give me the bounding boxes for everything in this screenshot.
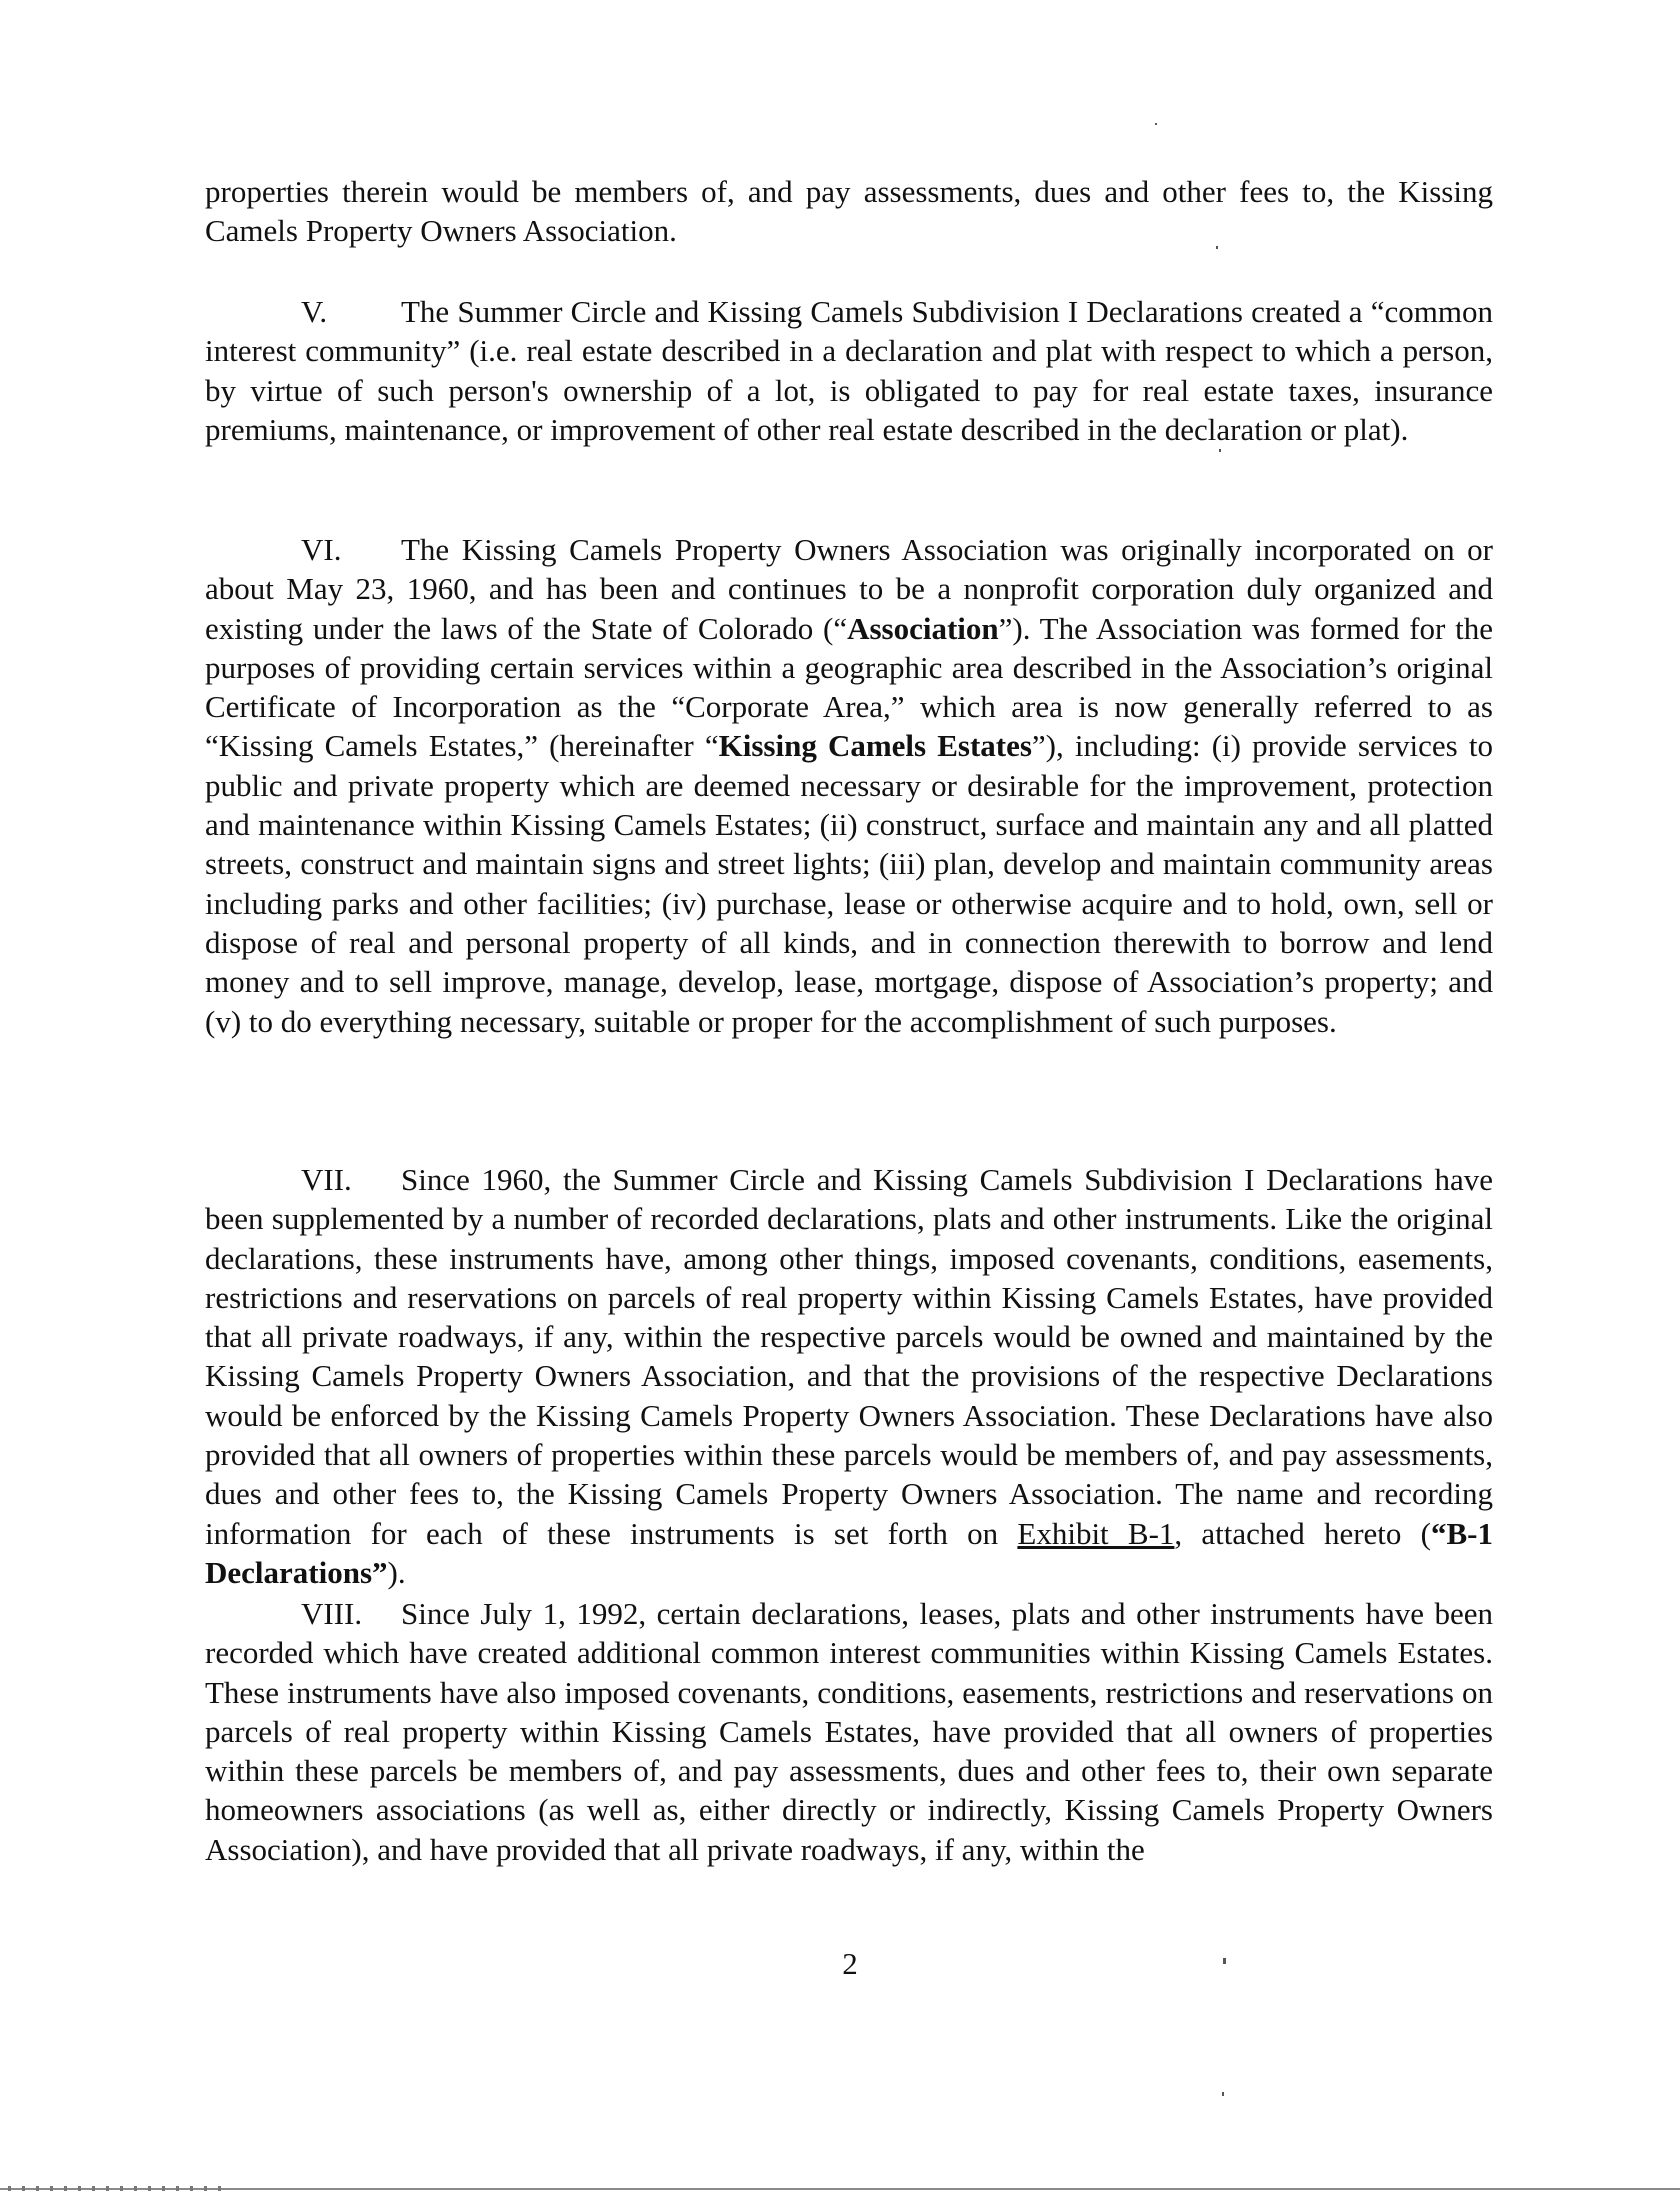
paragraph-text: Since July 1, 1992, certain declarations, leases, plats and other instruments have been recorded which have created additional common interest communities within Kissing Camels Estates. These instruments have also imposed covenants, conditions, easements, restrictions and reservations on parcels of real property within Kissing Camels Estates, have provided that all owners of properties within these parcels be members of, and pay assessments, dues and other fees to, their own separate homeowners associations (as well as, either directly or indirectly, Kissing Camels Property Owners Association), and have provided that all private roadways, if any, within the — [205, 1596, 1493, 1867]
paragraph-v — [205, 292, 1493, 449]
paragraph-vii — [205, 1160, 1493, 1592]
paragraph-numeral: VIII. — [301, 1596, 363, 1631]
defined-term: Association — [847, 610, 999, 646]
paragraph-numeral: V. — [301, 294, 328, 329]
exhibit-reference: Exhibit B-1 — [1017, 1515, 1175, 1551]
paragraph-text: ”), including: (i) provide services to public and private property which are deemed necessary or desirable for the improvement, protection and maintenance within Kissing Camels Estates; (ii) construct, surface and maintain any and all platted streets, construct and maintain signs and street lights; (iii) plan, develop and maintain community areas including parks and other facilities; (iv) purchase, lease or otherwise acquire and to hold, own, sell or dispose of real and personal property of all kinds, and in connection therewith to borrow and lend money and to sell improve, manage, develop, lease, mortgage, dispose of Association’s property; and (v) to do everything necessary, suitable or proper for the accomplishment of such purposes. — [205, 728, 1493, 1039]
page-number: 2 — [842, 1946, 858, 1981]
paragraph-text: ). — [387, 1554, 406, 1590]
paragraph-numeral: VI. — [301, 532, 342, 567]
paragraph-viii — [205, 1594, 1493, 1869]
paragraph-vi — [205, 530, 1493, 1041]
scan-speck — [1223, 1958, 1226, 1964]
paragraph-text: , attached hereto ( — [1174, 1515, 1431, 1551]
paragraph-text: ”). The Association was formed for the purposes of providing certain services within a geographic area described in the Association’s original Certificate of Incorporation as the “Corporate Area,” which area is now generally referred to as “Kissing Camels Estates,” (hereinafter “ — [205, 610, 1493, 764]
scan-speck — [1216, 246, 1218, 249]
scan-speck — [1219, 449, 1221, 452]
paragraph-text: The Summer Circle and Kissing Camels Subdivision I Declarations created a “common interest community” (i.e. real estate described in a declaration and plat with respect to which a person, by virtue of such person's ownership of a lot, is obligated to pay for real estate taxes, insurance premiums, maintenance, or improvement of other real estate described in the declaration or plat). — [205, 294, 1493, 447]
scan-speck — [1155, 123, 1157, 125]
defined-term: “B-1 Declarations” — [205, 1515, 1493, 1590]
paragraph-text: The Kissing Camels Property Owners Association was originally incorporated on or about May 23, 1960, and has been and continues to be a nonprofit corporation duly organized and existing under the laws of the State of Colorado (“ — [205, 532, 1493, 646]
paragraph-text: Since 1960, the Summer Circle and Kissing Camels Subdivision I Declarations have been supplemented by a number of recorded declarations, plats and other instruments. Like the original declarations, these instruments have, among other things, imposed covenants, conditions, easements, restrictions and reservations on parcels of real property within Kissing Camels Estates, have provided that all private roadways, if any, within the respective parcels would be owned and maintained by the Kissing Camels Property Owners Association, and that the provisions of the respective Declarations would be enforced by the Kissing Camels Property Owners Association. These Declarations have also provided that all owners of properties within these parcels would be members of, and pay assessments, dues and other fees to, the Kissing Camels Property Owners Association. The name and recording information for each of these instruments is set forth on — [205, 1162, 1493, 1551]
scan-speck — [1222, 2092, 1224, 2096]
paragraph-continuation — [205, 172, 1493, 251]
scan-edge-marks — [8, 2186, 228, 2191]
defined-term: Kissing Camels Estates — [718, 728, 1032, 764]
scan-edge-rule — [0, 2188, 1680, 2190]
paragraph-numeral: VII. — [301, 1162, 352, 1197]
continuation-text: properties therein would be members of, and pay assessments, dues and other fees to, the Kissing Camels Property Owners Association. — [205, 174, 1493, 249]
